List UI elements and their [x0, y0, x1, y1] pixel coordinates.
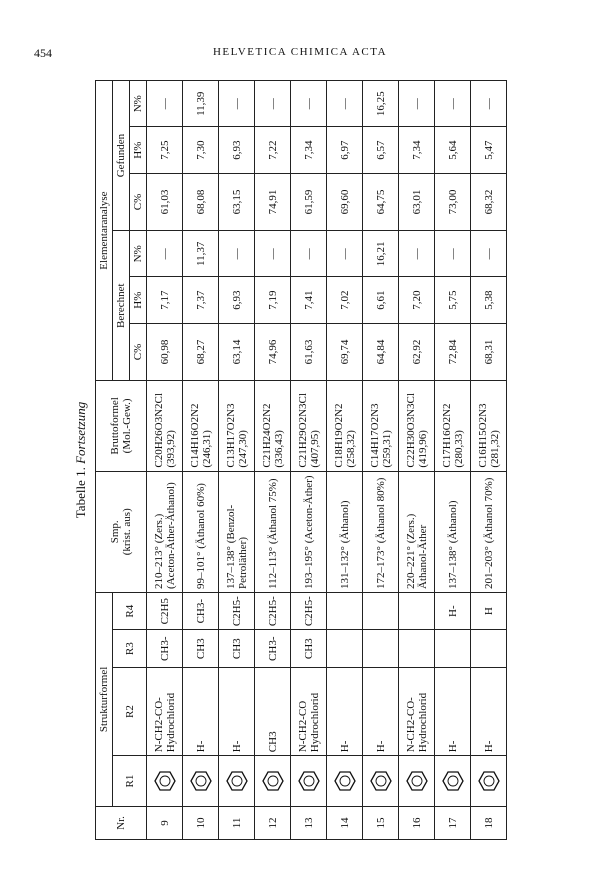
cell-brutto: C21H29O2N3Cl (407,95) [291, 381, 327, 471]
cell-brutto: C13H17O2N3 (247,30) [219, 381, 255, 471]
cell-smp: 220–221° (Zers.) Äthanol-Äther [399, 471, 435, 592]
benzene-ring-icon [334, 770, 356, 792]
cell-gn: 11,39 [183, 81, 219, 127]
cell-gc: 64,75 [363, 173, 399, 230]
cell-smp: 99–101° (Äthanol 60%) [183, 471, 219, 592]
cell-smp: 172–173° (Äthanol 80%) [363, 471, 399, 592]
table-row [183, 81, 219, 840]
cell-bc: 62,92 [399, 323, 435, 380]
cell-bh: 5,75 [435, 277, 471, 323]
data-table [95, 80, 507, 840]
cell-nr: 15 [363, 806, 399, 839]
cell-gh: 6,57 [363, 127, 399, 173]
benzene-ring-icon [370, 770, 392, 792]
cell-gh: 6,93 [219, 127, 255, 173]
cell-r1 [471, 756, 507, 807]
cell-r1 [219, 756, 255, 807]
cell-bc: 61,63 [291, 323, 327, 380]
cell-nr: 10 [183, 806, 219, 839]
header-strukturformel: Strukturformel [96, 592, 113, 806]
benzene-ring-icon [226, 770, 248, 792]
cell-bc: 64,84 [363, 323, 399, 380]
cell-smp: 210–213° (Zers.) (Aceton-Äther-Äthanol) [147, 471, 183, 592]
cell-bn: — [327, 231, 363, 277]
table-row [471, 81, 507, 840]
cell-r1 [183, 756, 219, 807]
cell-gh: 7,30 [183, 127, 219, 173]
cell-bh: 7,19 [255, 277, 291, 323]
cell-gn: — [435, 81, 471, 127]
header-bn: N% [130, 231, 147, 277]
cell-r2: H- [219, 667, 255, 755]
cell-r2: N-CH2-CO-Hydrochlorid [147, 667, 183, 755]
cell-bh: 5,38 [471, 277, 507, 323]
cell-r1 [363, 756, 399, 807]
benzene-ring-icon [406, 770, 428, 792]
cell-r2: H- [183, 667, 219, 755]
cell-bh: 6,93 [219, 277, 255, 323]
cell-bc: 63,14 [219, 323, 255, 380]
cell-gn: — [291, 81, 327, 127]
header-r3: R3 [113, 630, 147, 668]
cell-r2: H- [327, 667, 363, 755]
header-gefunden: Gefunden [113, 81, 130, 231]
cell-r3 [327, 630, 363, 668]
table-caption: Tabelle 1. Fortsetzung [73, 401, 88, 519]
cell-r3: CH3 [219, 630, 255, 668]
cell-r2: H- [363, 667, 399, 755]
header-bh: H% [130, 277, 147, 323]
page-number: 454 [34, 46, 52, 60]
cell-gh: 7,25 [147, 127, 183, 173]
journal-title: HELVETICA CHIMICA ACTA [212, 46, 388, 58]
header-gh: H% [130, 127, 147, 173]
header-r2: R2 [113, 667, 147, 755]
cell-gc: 63,01 [399, 173, 435, 230]
cell-bn: — [291, 231, 327, 277]
table-row [147, 81, 183, 840]
cell-bh: 7,17 [147, 277, 183, 323]
cell-bc: 72,84 [435, 323, 471, 380]
cell-r3 [471, 630, 507, 668]
cell-r2: H- [471, 667, 507, 755]
cell-r1 [435, 756, 471, 807]
cell-brutto: C20H26O3N2Cl (393,92) [147, 381, 183, 471]
cell-bn: — [471, 231, 507, 277]
header-brutto: Bruttoformel (Mol.-Gew.) [96, 381, 147, 471]
cell-r3 [435, 630, 471, 668]
cell-smp: 131–132° (Äthanol) [327, 471, 363, 592]
cell-bn: — [399, 231, 435, 277]
cell-r1 [255, 756, 291, 807]
cell-gc: 73,00 [435, 173, 471, 230]
cell-nr: 13 [291, 806, 327, 839]
header-smp: Smp. (krist. aus) [96, 471, 147, 592]
header-r4: R4 [113, 592, 147, 630]
cell-nr: 11 [219, 806, 255, 839]
header-bc: C% [130, 323, 147, 380]
header-r1: R1 [113, 756, 147, 807]
table-row [291, 81, 327, 840]
cell-smp: 193–195° (Aceton-Äther) [291, 471, 327, 592]
header-gn: N% [130, 81, 147, 127]
cell-bh: 7,37 [183, 277, 219, 323]
cell-brutto: C18H19O2N2 (258,32) [327, 381, 363, 471]
cell-r3 [363, 630, 399, 668]
cell-r2: H- [435, 667, 471, 755]
cell-bh: 6,61 [363, 277, 399, 323]
header-elementaranalyse: Elementaranalyse [96, 81, 113, 381]
cell-brutto: C16H15O2N3 (281,32) [471, 381, 507, 471]
cell-r1 [327, 756, 363, 807]
cell-gn: — [147, 81, 183, 127]
table-row [435, 81, 471, 840]
benzene-ring-icon [298, 770, 320, 792]
cell-bn: 16,21 [363, 231, 399, 277]
table-body [147, 81, 507, 840]
table-row [399, 81, 435, 840]
cell-r2: N-CH2-CO- Hydrochlorid [399, 667, 435, 755]
cell-gh: 7,34 [399, 127, 435, 173]
cell-brutto: C17H16O2N2 (280,33) [435, 381, 471, 471]
cell-r4 [399, 592, 435, 630]
cell-r3: CH3 [291, 630, 327, 668]
benzene-ring-icon [478, 770, 500, 792]
cell-bn: — [147, 231, 183, 277]
cell-gc: 61,03 [147, 173, 183, 230]
cell-gc: 63,15 [219, 173, 255, 230]
cell-nr: 9 [147, 806, 183, 839]
table-row [327, 81, 363, 840]
cell-bn: — [435, 231, 471, 277]
cell-r4: H [471, 592, 507, 630]
cell-r4 [327, 592, 363, 630]
cell-brutto: C14H16O2N2 (246,31) [183, 381, 219, 471]
cell-gn: — [255, 81, 291, 127]
cell-r1 [147, 756, 183, 807]
cell-r1 [291, 756, 327, 807]
benzene-ring-icon [190, 770, 212, 792]
cell-brutto: C14H17O2N3 (259,31) [363, 381, 399, 471]
cell-r3: CH3 [183, 630, 219, 668]
table-head [96, 81, 147, 840]
table-row [255, 81, 291, 840]
cell-bc: 69,74 [327, 323, 363, 380]
cell-gc: 68,08 [183, 173, 219, 230]
cell-nr: 16 [399, 806, 435, 839]
benzene-ring-icon [262, 770, 284, 792]
header-berechnet: Berechnet [113, 231, 130, 381]
cell-nr: 17 [435, 806, 471, 839]
cell-r4: C2H5- [219, 592, 255, 630]
header-gc: C% [130, 173, 147, 230]
cell-r2: CH3 [255, 667, 291, 755]
cell-nr: 14 [327, 806, 363, 839]
cell-r2: N-CH2-CO Hydrochlorid [291, 667, 327, 755]
cell-r4: H- [435, 592, 471, 630]
cell-r3: CH3- [255, 630, 291, 668]
cell-nr: 18 [471, 806, 507, 839]
cell-bn: — [219, 231, 255, 277]
cell-gn: 16,25 [363, 81, 399, 127]
cell-r3: CH3- [147, 630, 183, 668]
cell-brutto: C21H24O2N2 (336,43) [255, 381, 291, 471]
cell-r4 [363, 592, 399, 630]
cell-gh: 7,34 [291, 127, 327, 173]
cell-r1 [399, 756, 435, 807]
cell-gn: — [327, 81, 363, 127]
cell-gh: 6,97 [327, 127, 363, 173]
cell-gn: — [219, 81, 255, 127]
cell-brutto: C22H30O3N3Cl (419,96) [399, 381, 435, 471]
cell-gc: 69,60 [327, 173, 363, 230]
cell-bh: 7,41 [291, 277, 327, 323]
cell-r4: CH3- [183, 592, 219, 630]
cell-bn: — [255, 231, 291, 277]
cell-smp: 137–138° (Äthanol) [435, 471, 471, 592]
cell-bc: 68,31 [471, 323, 507, 380]
rotated-table-region [73, 80, 505, 840]
cell-smp: 201–203° (Äthanol 70%) [471, 471, 507, 592]
cell-bc: 60,98 [147, 323, 183, 380]
cell-gc: 68,32 [471, 173, 507, 230]
cell-bh: 7,02 [327, 277, 363, 323]
cell-bh: 7,20 [399, 277, 435, 323]
benzene-ring-icon [154, 770, 176, 792]
cell-smp: 137–138° (Benzol-Petroläther) [219, 471, 255, 592]
cell-nr: 12 [255, 806, 291, 839]
cell-r4: C2H5 [147, 592, 183, 630]
cell-r4: C2H5- [291, 592, 327, 630]
cell-smp: 112–113° (Äthanol 75%) [255, 471, 291, 592]
cell-bc: 74,96 [255, 323, 291, 380]
cell-gn: — [399, 81, 435, 127]
cell-gn: — [471, 81, 507, 127]
cell-r4: C2H5- [255, 592, 291, 630]
cell-gh: 5,64 [435, 127, 471, 173]
cell-bc: 68,27 [183, 323, 219, 380]
benzene-ring-icon [442, 770, 464, 792]
cell-gc: 61,59 [291, 173, 327, 230]
cell-r3 [399, 630, 435, 668]
cell-gh: 7,22 [255, 127, 291, 173]
table-row [219, 81, 255, 840]
table-row [363, 81, 399, 840]
header-nr: Nr. [96, 806, 147, 839]
cell-gc: 74,91 [255, 173, 291, 230]
cell-bn: 11,37 [183, 231, 219, 277]
cell-gh: 5,47 [471, 127, 507, 173]
